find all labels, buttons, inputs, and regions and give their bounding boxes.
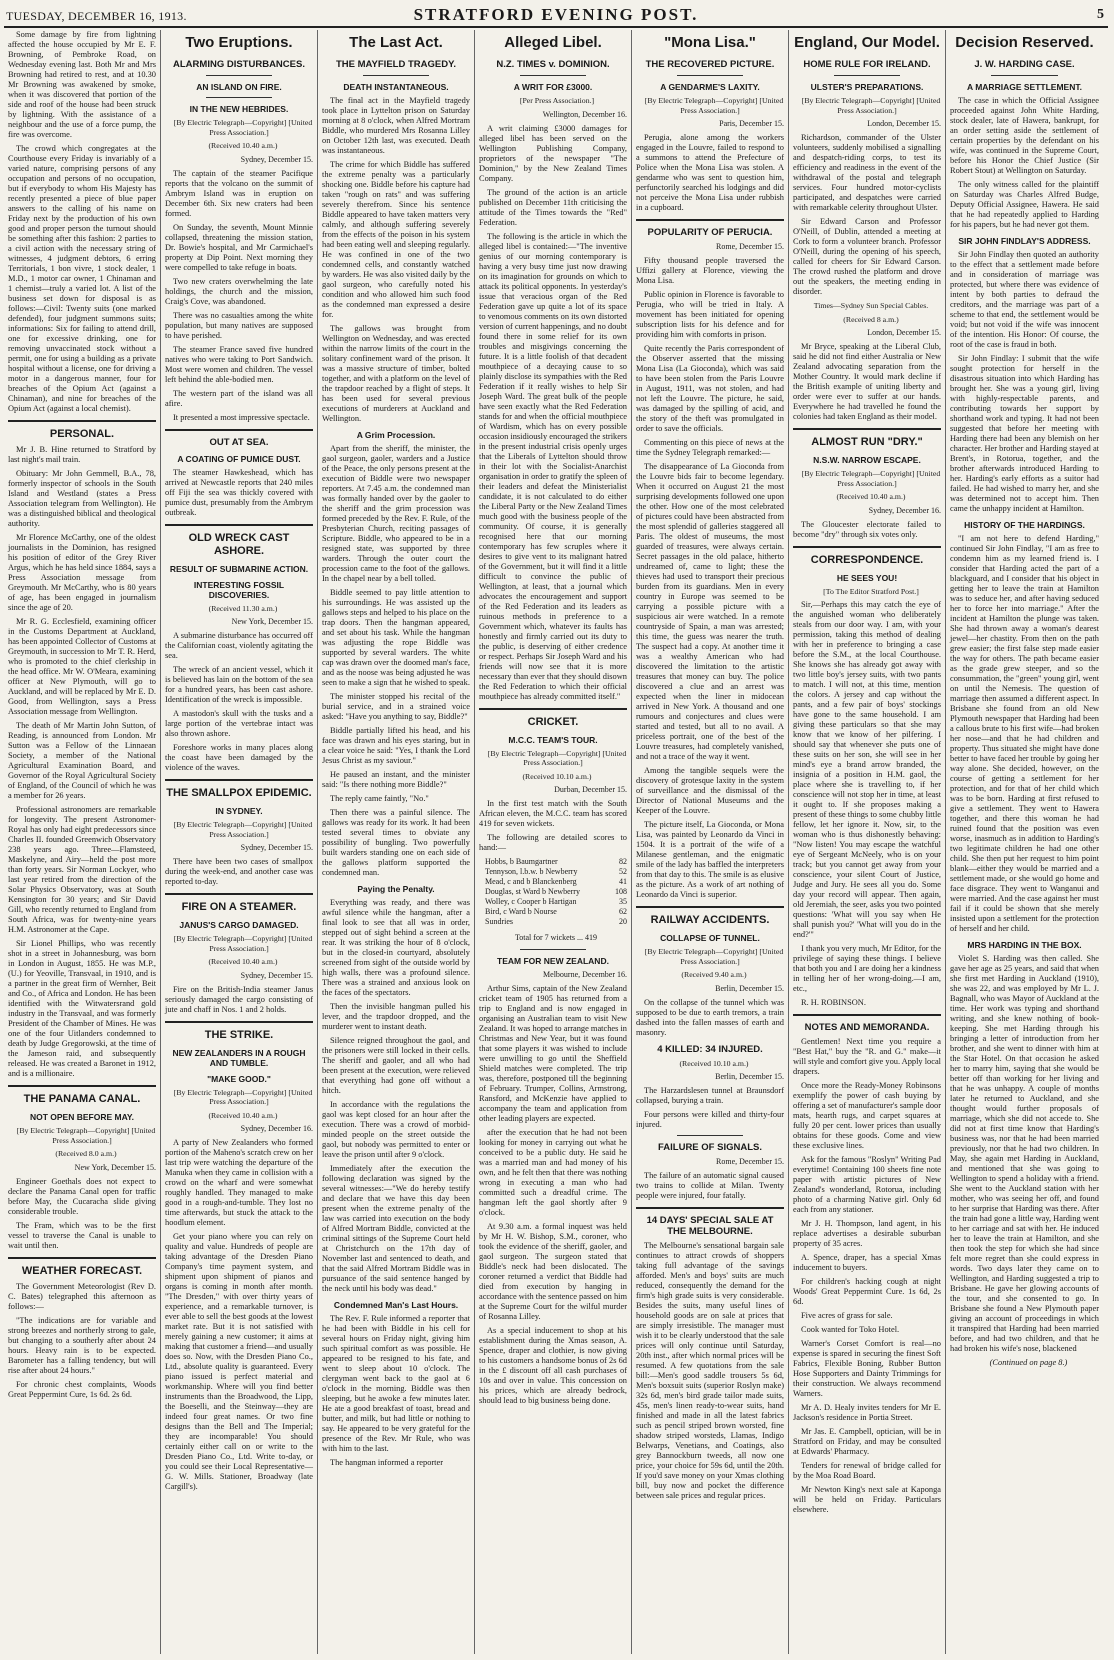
wreck-article xyxy=(165,631,313,773)
paragraph: Five acres of grass for sale. xyxy=(801,1311,893,1320)
correspondence-letter xyxy=(793,600,941,1008)
paragraph: The wreck of an ancient vessel, which it is believed has lain on the bottom of the sea for a hundred years, has been cast ashore. Identification of the wreck is impossible. xyxy=(165,665,313,704)
paragraph: Engineer Goethals does not expect to declare the Panama Canal open for traffic before May, the Cucaracha slide giving considerable trouble. xyxy=(8,1176,156,1216)
subheading: POPULARITY OF PERUCIA. xyxy=(647,227,773,238)
subheading: A MARRIAGE SETTLEMENT. xyxy=(967,82,1082,92)
mona-lisa-article xyxy=(636,133,784,213)
subheading: THE RECOVERED PICTURE. xyxy=(645,59,775,70)
wire-credit: [By Electric Telegraph—Copyright] [United Press Association.] xyxy=(173,118,313,137)
paragraph: Cook wanted for Toko Hotel. xyxy=(801,1325,900,1334)
subheading: INTERESTING FOSSIL DISCOVERIES. xyxy=(193,579,285,600)
received-time: (Received 11.30 a.m.) xyxy=(208,603,278,613)
divider xyxy=(8,420,156,422)
paragraph: He paused an instant, and the minister said: "Is there nothing more Biddle?" xyxy=(322,770,470,789)
subheading: CRICKET. xyxy=(527,715,579,728)
dateline: New York, December 15. xyxy=(231,617,313,626)
paragraph: Immediately after the execution the following declaration was signed by the several witnesses:—"We do hereby testify and declare that we have this day been present when the extreme penalty of the law was carried into execution on the body of Alfred Mortram Biddle, convicted at the criminal sittings of the Supreme Court held at Christchurch on the 17th day of November last and sentenced to death, and that the said Alfred Mortram Biddle was in pursuance of the said sentence hanged by the neck until his body was dead." xyxy=(322,1164,470,1293)
batsman-runs: 82 xyxy=(619,857,627,866)
divider xyxy=(165,893,313,895)
section-heading: MRS HARDING IN THE BOX. xyxy=(967,940,1082,950)
paragraph: Two new craters overwhelming the late holdings, the church and the mission, Craig's Cove, was abandoned. xyxy=(165,276,313,306)
paragraph: For children's hacking cough at night Woods' Great Peppermint Cure. 1s 6d, 2s 6d. xyxy=(793,1277,941,1306)
paragraph: Mr Bryce, speaking at the Liberal Club, said he did not find either Australia or New Zealand advocating separation from the Mother Country. It would mark decline if the British example of uniting liberty and order were ever to suffer at our hands. Everywhere he had travelled he found the colonies had taken England as their model. xyxy=(793,342,941,421)
subheading: THE MAYFIELD TRAGEDY. xyxy=(336,59,456,70)
dateline: New York, December 15. xyxy=(74,1162,156,1172)
dateline: Sydney, December 16. xyxy=(240,1124,313,1133)
paragraph: Sir John Findlay: I submit that the wife sought protection for herself in the disastrous situation into which Harding has brought her. She was a young girl, living with highly-respectable parents, and contributing towards her support by shorthand work and typing. It had not been suggested that before her meeting with Harding there had been any blemish on her character. Her brother and Harding stayed at Brent's, in Rotorua, together, and the brother afterwards introduced Harding to her. Harding's early efforts as a suitor had failed. He had wished to marry her, and she was determined not to accept him. Then came the unhappy incident at Hamilton. xyxy=(950,354,1099,513)
batsman-runs: 20 xyxy=(619,917,627,926)
subheading: HE SEES YOU! xyxy=(836,572,898,583)
subheading: ULSTER'S PREPARATIONS. xyxy=(810,82,924,92)
paragraph: Warner's Corset Comfort is real—no expense is spared in securing the finest Soft Fabrics, Flexible Boning, Rubber Button Hose Supporters and Dainty Trimmings for their construction. We always recommend Warners. xyxy=(793,1339,941,1398)
section-heading: Paying the Penalty. xyxy=(357,884,435,894)
wire-credit: [By Electric Telegraph—Copyright] [United Press Association.] xyxy=(173,1087,313,1106)
subheading: RESULT OF SUBMARINE ACTION. xyxy=(169,563,309,574)
paragraph: A party of New Zealanders who formed portion of the Maheno's scratch crew on her last trip were watching the departure of the Manuka when they came in collision with a crowd on the wharf and were somewhat roughly handled. They managed to make good in a rough-and-tumble. They lost no time afterwards, but stuck the attack to the hoodlum element. xyxy=(165,1138,313,1227)
paragraph: Tenders for renewal of bridge called for by the Moa Road Board. xyxy=(793,1461,941,1480)
divider xyxy=(636,219,784,221)
batsman-name: Wolley, c Cooper b Hartigan xyxy=(485,897,577,906)
dateline: Melbourne, December 16. xyxy=(543,970,627,979)
score-row xyxy=(485,897,627,907)
paragraph: The western part of the island was all afire. xyxy=(165,388,313,408)
subheading: A COATING OF PUMICE DUST. xyxy=(177,453,301,464)
paragraph: R. H. ROBINSON. xyxy=(801,998,866,1007)
divider xyxy=(479,708,627,710)
paragraph: The captain of the steamer Pacifique reports that the volcano on the summit of Ambrym Island was in eruption on December 6th. Six new craters had been formed. xyxy=(165,168,313,218)
home-rule-article xyxy=(793,133,941,297)
paragraph: Mr Jas. E. Campbell, optician, will be in Stratford on Friday, and may be consulted at Edwards' Pharmacy. xyxy=(793,1427,941,1456)
dateline: Sydney, December 15. xyxy=(240,843,313,852)
paragraph: Biddle seemed to pay little attention to his surroundings. He was assisted up the gallows steps and helped to his place on the trap doors. Then the hangman appeared, and set about his task. While the hangman was adjusting the rope Biddle was supported by several warders. The white cap was drawn over the doomed man's face, and as the noose was being adjusted he was seen to make a sign that he wished to speak. xyxy=(322,588,470,687)
wire-credit: Times—Sydney Sun Special Cables. xyxy=(813,301,929,310)
paragraph: Mr J. B. Hine returned to Stratford by last night's mail train. xyxy=(8,445,156,464)
subheading: IN THE NEW HEBRIDES. xyxy=(189,104,289,114)
paragraph: The case in which the Official Assignee proceeded against John White Harding, stock dealer, late of Hawera, bankrupt, for an order setting aside the settlement of certain properties by the defendant on his wife, was continued in the Supreme Court, before his Honor the Chief Justice (Sir Robert Stout) at Wellington on Saturday. xyxy=(950,96,1099,175)
score-row xyxy=(485,887,627,897)
subheading: "MAKE GOOD." xyxy=(207,1073,271,1084)
paragraph: Once more the Ready-Money Robinsons exemplify the power of cash buying by offering a set of manufacturer's sample door mats, hearth rugs, and carpet squares at fully 20 per cent. lower prices than usually obtains for these goods. Come and view these exclusive lines. xyxy=(793,1081,941,1150)
divider xyxy=(363,75,430,76)
paragraph: Biddle partially lifted his head, and his face was drawn and his eyes staring, but in a clear voice he said: "Yes, I thank the Lord Jesus Christ as my saviour." xyxy=(322,726,470,765)
batsman-name: Bird, c Ward b Nourse xyxy=(485,907,557,916)
paragraph: The Government Meteorologist (Rev D. C. Bates) telegraphed this afternoon as follows:— xyxy=(8,1281,156,1311)
dateline: Sydney, December 15. xyxy=(240,154,313,164)
subheading: FAILURE OF SIGNALS. xyxy=(658,1142,762,1153)
score-total: Total for 7 wickets ... 419 xyxy=(514,933,598,942)
paragraph: Arthur Sims, captain of the New Zealand cricket team of 1905 has returned from a trip to England and is now engaged in organising an Australian team to visit New Zealand. It was hoped to arrange matches in Christmas and New Year, but it was found that some players it was wished to include were unwilling to go until the Sheffield Shield matches were completed. The trip was, therefore, postponed till the beginning of February. Trumper, Collins, Armstrong, Ransford, and McKenzie have applied to accompany the team and application from other leading players are expected. xyxy=(479,984,627,1123)
paragraph: Fifty thousand people traversed the Uffizi gallery at Florence, viewing the Mona Lisa. xyxy=(636,256,784,285)
weather-heading: WEATHER FORECAST. xyxy=(21,1264,143,1277)
divider xyxy=(834,75,901,76)
article-headline: The Last Act. xyxy=(349,34,443,51)
subheading: NEW ZEALANDERS IN A ROUGH AND TUMBLE. xyxy=(172,1047,306,1068)
popularity-article xyxy=(636,256,784,900)
score-row xyxy=(485,857,627,867)
dateline: Wellington, December 16. xyxy=(542,109,627,119)
bryce-article xyxy=(793,342,941,422)
divider xyxy=(165,429,313,431)
paragraph: The minister stopped his recital of the burial service, and in a strained voice asked: "Have you anything to say, Biddle?" xyxy=(322,692,470,721)
subheading: IN SYDNEY. xyxy=(215,806,263,816)
article-headline: Two Eruptions. xyxy=(185,34,293,51)
section-heading: Condemned Man's Last Hours. xyxy=(333,1300,459,1310)
weather-article xyxy=(8,1282,156,1400)
paragraph: The death of Mr Martin John Sutton, of Reading, is announced from London. Mr Sutton was a Fellow of the Linnaean Society, a member of the National Agricultural Examination Board, and Governor of the Royal Agricultural Society of England, of the Council of which he was a member for 26 years. xyxy=(8,721,156,800)
subheading: THE SMALLPOX EPIDEMIC. xyxy=(166,787,312,799)
score-row xyxy=(485,867,627,877)
paragraph: Mr Newton King's next sale at Kaponga will be held on Friday. Particulars elsewhere. xyxy=(793,1485,941,1514)
subheading: A WRIT FOR £3000. xyxy=(513,82,593,92)
paragraph: The following are detailed scores to hand:— xyxy=(479,833,627,852)
page-number: 5 xyxy=(1097,7,1104,22)
wire-credit: [By Electric Telegraph—Copyright] [United Press Association.] xyxy=(801,96,941,115)
subheading: A GENDARME'S LAXITY. xyxy=(660,82,760,92)
wire-credit: [By Electric Telegraph—Copyright] [United Press Association.] xyxy=(801,469,941,488)
paragraph: The Rev. F. Rule informed a reporter that he had been with Biddle in his cell for several hours on Friday night, giving him such spiritual comfort as was possible. He appeared to be resigned to his fate, and went to sleep about 10 o'clock. The clergyman went back to the gaol at 6 o'clock in the morning. Biddle was then sleeping, but he awoke a few minutes later. He ate a good breakfast of toast, bread and butter, and milk, but had little or nothing to say. He appeared to be very grateful for the presence of the Rev. Mr Rule, who was with him to the last. xyxy=(322,1314,470,1453)
article-headline: "Mona Lisa." xyxy=(664,34,756,51)
paragraph: Sir Edward Carson and Professor O'Neill, of Dublin, attended a meeting at Cork to form a volunteer branch. Professor O'Neill, during the opening of his speech, called for cheers for Sir Edward Carson. The crowd rushed the platform and drove out the speakers, the meeting ending in disorder. xyxy=(793,217,941,296)
dateline: London, December 15. xyxy=(867,328,941,337)
dateline: London, December 15. xyxy=(867,119,941,128)
signal-article xyxy=(636,1171,784,1201)
divider xyxy=(636,906,784,908)
paragraph: The picture itself, La Gioconda, or Mona Lisa, was painted by Leonardo da Vinci in 1504. It is a portrait of the wife of a Milanese gentleman, and the enigmatic smile of the lady has baffled the interpreters from that day to this. The smile is as elusive as the picture. As a work of art nothing of Leonardo da Vinci is superior. xyxy=(636,820,784,899)
received-time: (Received 10.40 a.m.) xyxy=(208,957,278,966)
paragraph: Sir,—Perhaps this may catch the eye of the anguished woman who deliberately steals from our door way. I am, with your permission, taking this method of dealing with her in preference to bringing a case before the S.M., at the local Courthouse. She knows she has already got away with two little boy's jersey suits, with two pants to match. I will not, at this time, mention the colors. A jersey and cap without the pants, and a few pair of boys' stockings have gone to the same household. I am giving these particulars so that she may know that we know of her pilfering. I should say that whenever she puts one of these suits on her son, she will see in her mind's eye a brand arrow branded, the insignia of a position in H.M. gaol, the place where she is travelling to, if her conscience will not stop her in time, at least it ought to. If she proposes making a present of these things to some chubby little fellow, let her ignore it. Now, sir, to the woman who is thus dishonestly behaving: "Now listen! You may escape the watchful eye of Sergeant McNeely, who is on your track; but you cannot get away from your conscience, your silent Court of Justice, Judge and Jury. He sees all you do. Some day your record will appear. Then again, old Jeremiah, the seer, asks you two pointed questions: 'What will you say when He shall punish you?' 'What will you do in the end?'" xyxy=(793,600,941,939)
column-3 xyxy=(318,30,475,1654)
paragraph: Gentlemen! Next time you require a "Best Hat," buy the "R. and G." make—it will style and comfort give you. Apply local drapers. xyxy=(793,1037,941,1076)
procession-article xyxy=(322,444,470,878)
hardings-history xyxy=(950,534,1099,934)
paragraph: Get your piano where you can rely on quality and value. Hundreds of people are taking advantage of the Dresden Piano Company's time payment system, and shipment upon shipment of pianos and organs is coming in month after month. "The Dresden," with over thirty years of experience, and a remarkable turnover, is ever able to sell the best goods at the lowest market rate. But it is not satisfied with merely gaining a new customer; it aims at making that customer a friend—and usually does so. Now, with the Dresden Piano Co., Ltd., absolute quality is guaranteed. Every piano issued is perfect material and workmanship. Where will you find better instruments than the Broadwood, the Lipp, the Boeselli, and the Steinway—they are indeed four great names. Or two fine designs than the Bell and The Imperial; they are incomparable! You should certainly either call on or write to the Dresden Piano Co., Ltd. Write to-day, or you could see their Local Representative—G. W. Mills. Stationer, Broadway (late Cargill's). xyxy=(165,1232,313,1491)
penalty-article xyxy=(322,898,470,1294)
column-2 xyxy=(161,30,318,1654)
railway-article xyxy=(636,998,784,1038)
paragraph: Ask for the famous "Roslyn" Writing Pad everytime! Containing 100 sheets fine note paper with artistic pictures of New Zealand's wonderland, Rotorua, including photo of a charming Native girl. Only 6d each from any stationer. xyxy=(793,1155,941,1214)
dateline: Rome, December 15. xyxy=(716,242,784,251)
paragraph: Mr R. G. Ecclesfield, examining officer in the Customs Department at Auckland, has been appointed Collector of Customs at Greymouth, in succession to Mr T. R. Herd, who is promoted to the chief clerkship in the head office. Mr W. O'Meara, examining officer at New Plymouth, will go to Auckland, and will be replaced by Mr E. D. Good, from Wellington, says a Press Association message from Wellington. xyxy=(8,617,156,716)
paragraph: A writ claiming £3000 damages for alleged libel has been served on the Wellington Publishing Company, proprietors of the newspaper "The Dominion," by the New Zealand Times Company. xyxy=(479,123,627,183)
subheading: THE STRIKE. xyxy=(204,1028,274,1041)
received-time: (Received 10.10 a.m.) xyxy=(522,771,592,781)
page-columns xyxy=(4,30,1110,1654)
article-headline: England, Our Model. xyxy=(794,34,940,51)
subheading: HOME RULE FOR IRELAND. xyxy=(803,59,931,70)
paragraph: The ground of the action is an article published on December 11th criticising the attitude of the Times towards the "Red" Federation. xyxy=(479,187,627,227)
batsman-runs: 62 xyxy=(619,907,627,916)
libel-article xyxy=(479,124,627,702)
divider xyxy=(991,75,1058,76)
canal-subheading: NOT OPEN BEFORE MAY. xyxy=(29,1112,135,1122)
batsman-name: Sundries xyxy=(485,917,513,926)
batsman-name: Douglas, st Ward b Newberry xyxy=(485,887,580,896)
subheading: TEAM FOR NEW ZEALAND. xyxy=(497,956,609,966)
dry-article xyxy=(793,520,941,540)
paragraph: "I am not here to defend Harding," continued Sir John Findlay, "I am as free to condemn him as my learned friend is. I consider that Harding acted the part of a blackguard, and I consider that his object in getting her to leave the train at Hamilton was to seduce her, and after having seduced her to force her into marriage." After the incident at Hamilton the plunge was taken. She had thrown away a woman's dearest jewel—her chastity. From then on the path grew easier; the first false step made easier the way for others. The path became easier as the grade grew steeper, and so the consummation, the "green" young girl, went on until the Nemesis. The question of marriage then assumed a different aspect. In Brisbane she found from an old New Plymouth newspaper that Harding had been a callous brute to his first wife—had broken her nose—and that he had children and property. Thus situated she might have done better to have faced her trouble by going her way alone. She decided, however, on the course of getting a settlement for her protection, and for that of her child which was to be born. Harding at first refused to give a settlement. They went to Hawera together, and there this woman he had ruined found that the position was even worse, inasmuch as in addition to Harding's two legitimate children he had one other child. She then put her request to him point blank—either they would be married and a settlement made, or she would go home and face disgrace. They went to Wanganui and were married. And the case against her must fail if it could be shown that she merely insisted upon a settlement for the protection of herself and her child. xyxy=(950,534,1099,933)
paragraph: On the collapse of the tunnel which was supposed to be due to earth tremors, a train dashed into the fallen masses of earth and masonry. xyxy=(636,997,784,1037)
editor-address: [To The Editor Stratford Post.] xyxy=(823,586,919,596)
wire-credit: [By Electric Telegraph—Copyright] [United Press Association.] xyxy=(173,820,313,839)
paragraph: The following is the article in which the alleged libel is contained:—"The inventive genius of our morning contemporary is having a very busy time just now drawing on its imagination for grounds on which to attack its political opponents. In yesterday's issue that veracious organ of the Red Federation gave up quite a lot of its space to venomous comments on its own distorted version of current happenings, and no doubt found there in some relief for its own troubles and misgivings concerning the future. It is a little foolish of that decadent mouthpiece of a decaying cause to so plainly disclose its sympathies with the Red Federation if it really wishes to help Sir Joseph Ward. The great bulk of the people have seen exactly what the Red Federation stands for and when the official mouthpiece of Wardism, which has on every possible occasion insidiously encouraged the strikers in the present industrial crisis openly urges that the Liberals of Lyttelton should throw in their lot with the Socialist-Anarchist organisation in order to gratify the spleen of their leaders and defeat the Ministerialist candidate, it is not calculated to do either the Liberal Party or the New Zealand Times much good with the business people of the community. Of course, it is generally recognised here that our morning contemporary has few scruples where it desires to give vent to its malignant hatred of the Government, but it will find it a little difficult to convince the public of Wellington, at least, that a journal which advocates the encouragement and support of the Red Federation and its leaders as ruinous methods in preference to a Government which, whatever its faults has honestly and firmly carried out its duty to the public, is deserving of either credence or respect. Perhaps Sir Joseph Ward and his friends will now see that it is more necessary than ever that they should disown the Red Federation to which their official mouthpiece has already committed itself." xyxy=(479,231,627,701)
tragedy-article xyxy=(322,96,470,424)
subheading: JANUS'S CARGO DAMAGED. xyxy=(179,920,299,930)
paragraph: after the execution that he had not been looking for money in carrying out what he conceived to be a public duty. He said he was a married man and had money of his own, and he felt then that there was nothing wrong in executing a man who had committed such a dreadful crime. The hangman left the gaol shortly after 9 o'clock. xyxy=(479,1128,627,1217)
paragraph: The disappearance of La Gioconda from the Louvre bids fair to become legendary. When it occurred on August 21 the most surprising developments followed one upon the other. How one of the most celebrated of pictures could have been abstracted from the most splendid of galleries staggered all Paris. The oldest of museums, the most guarded of treasures, were always certain. Secret passages in the old palace, hitherto undreamed of, came to light; these the thieves had used to transport their precious burden from its guardians. Men in every country in Europe was seemed to be carrying a possible picture with a suspicious air were watched. In a remote countryside of Spain, a man was arrested; this time, the guess was nearer the truth. The suspect had a copy. At another time it was a wealthy American who had discovered the limitation to the artistic treasures that money can buy. The police discovered a clue and an arrest was expected when the liner in midocean arrived in New York. A thousand and one rumours and conjectures and clues were started and tested, but all to no avail. A priceless portrait, one of the best of the Louvre treasures, had completely vanished, and not a trace of the way it went. xyxy=(636,462,784,761)
findlay-address xyxy=(950,250,1099,514)
divider xyxy=(8,1085,156,1087)
paragraph: There have been two cases of smallpox during the week-end, and another case was reported to-day. xyxy=(165,857,313,886)
paragraph: Foreshore works in many places along the coast have been damaged by the violence of the waves. xyxy=(165,743,313,772)
divider xyxy=(793,1014,941,1016)
column-1 xyxy=(4,30,161,1654)
paragraph: Fire on the British-India steamer Janus seriously damaged the cargo consisting of jute and chaff in Nos. 1 and 2 holds. xyxy=(165,984,313,1014)
column-6 xyxy=(789,30,946,1654)
paragraph: A. Spence, draper, has a special Xmas inducement to buyers. xyxy=(793,1253,941,1272)
sea-article xyxy=(165,468,313,518)
paragraph: At 9.30 a.m. a formal inquest was held by Mr H. W. Bishop, S.M., coroner, who took the evidence of the sheriff, gaoler, and gaol surgeon. The surgeon stated that Biddle's neck had been dislocated. The coroner returned a verdict that Biddle had died from execution by hanging in accordance with the sentence passed on him at the Supreme Court for the wilful murder of Rosanna Lilley. xyxy=(479,1222,627,1321)
mrs-harding-evidence xyxy=(950,954,1099,1354)
article-headline: Alleged Libel. xyxy=(504,34,602,51)
paragraph: Silence reigned throughout the gaol, and the prisoners were still locked in their cells. The sheriff and gaoler, and all who had been present at the execution, were relieved that everything had gone off without a hitch. xyxy=(322,1036,470,1095)
paragraph: Among the tangible sequels were the discovery of grotesque laxity in the system of surveillance and the dismissal of the Director of National Museums and the Keeper of the Louvre. xyxy=(636,766,784,815)
paragraph: Commenting on this piece of news at the time the Sydney Telegraph remarked:— xyxy=(636,438,784,457)
paragraph: In accordance with the regulations the gaol was kept closed for an hour after the execution. There was a crowd of morbid-minded people on the street outside the gaol, but nobody was permitted to enter or leave the prison until after 9 o'clock. xyxy=(322,1100,470,1159)
harding-case-article xyxy=(950,96,1099,230)
subheading: N.S.W. NARROW ESCAPE. xyxy=(813,455,921,465)
dateline: Rome, December 15. xyxy=(716,1157,784,1166)
divider xyxy=(520,75,587,76)
dateline: Paris, December 15. xyxy=(719,119,784,128)
received-time: (Received 10.40 a.m.) xyxy=(208,141,278,150)
dateline: Durban, December 15. xyxy=(554,785,627,794)
canal-heading: THE PANAMA CANAL. xyxy=(23,1093,141,1105)
divider xyxy=(520,949,587,950)
personal-heading: PERSONAL. xyxy=(49,428,115,440)
divider xyxy=(677,75,744,76)
subheading: OUT AT SEA. xyxy=(209,436,269,448)
paragraph: As a special inducement to shop at his establishment during the Xmas season, A. Spence, draper and clothier, is now giving to his customers a handsome bonus of 2s 6d in the £ discount off all cash purchases of 10s and over in value. This concession on his prices, which are already bedrock, should lead to big business being done. xyxy=(479,1326,627,1405)
tunnel-article xyxy=(636,1086,784,1130)
dateline: Berlin, December 15. xyxy=(715,1072,784,1081)
paragraph: In the first test match with the South African eleven, the M.C.C. team has scored 419 for seven wickets. xyxy=(479,799,627,828)
paragraph: The gallows was brought from Wellington on Wednesday, and was erected within the narrow limits of the court in the solitary confinement ward of the prison. It was a massive structure of timber, bolted together, and with a platform on the level of the trapdoor reached by a flight of steps. It has been used for several previous executions of murderers at Auckland and Wellington. xyxy=(322,324,470,423)
wire-credit: [By Electric Telegraph—Copyright] [United Press Association.] xyxy=(173,934,313,953)
batsman-name: Hobbs, b Baumgartner xyxy=(485,857,558,866)
paragraph: Some damage by fire from lightning affected the house occupied by Mr E. F. Browning, of Pembroke Road, on Wednesday evening last. Both Mr and Mrs Browning had retired to rest, and at 10.30 Mr Browning was awakened by smoke, when it was discovered that portion of the side and roof of the house had been struck by lightning. With the assistance of a neighbour and the use of a force pump, the fire was overcome. xyxy=(8,30,156,139)
score-row xyxy=(485,907,627,917)
divider xyxy=(636,1207,784,1209)
section-heading: SIR JOHN FINDLAY'S ADDRESS. xyxy=(958,236,1091,246)
personal-notes xyxy=(8,445,156,1079)
divider xyxy=(677,1135,744,1136)
divider xyxy=(165,1021,313,1023)
paragraph: The Harzardslesen tunnel at Braunsdorf collapsed, burying a train. xyxy=(636,1086,784,1105)
dateline: Sydney, December 16. xyxy=(868,505,941,515)
fire-article xyxy=(8,30,156,414)
paragraph: Obituary: Mr John Gemmell, B.A., 78, formerly inspector of schools in the South Island and Westland (states a Press Association telegram from Wellington). He was a distinguished biblical and theological authority. xyxy=(8,469,156,528)
paragraph: A mastodon's skull with the tusks and a large portion of the vertebrae intact was also thrown ashore. xyxy=(165,709,313,738)
paragraph: There was no casualties among the white population, but many natives are supposed to have perished. xyxy=(165,310,313,340)
paragraph: Public opinion in Florence is favorable to Perugia, who will be tried in Italy. A movement has been initiated for opening subscription lists for his defence and for providing him with comforts in prison. xyxy=(636,290,784,339)
score-table xyxy=(485,857,627,927)
steamer-fire-article xyxy=(165,985,313,1015)
cricket-article xyxy=(479,799,627,853)
subheading: DEATH INSTANTANEOUS. xyxy=(343,82,449,92)
wire-credit: [By Electric Telegraph—Copyright] [United Press Association.] xyxy=(487,748,627,767)
column-4 xyxy=(475,30,632,1654)
divider xyxy=(793,546,941,548)
paragraph: Mr A. D. Healy invites tenders for Mr E. Jackson's residence in Portia Street. xyxy=(793,1403,941,1422)
subheading: CORRESPONDENCE. xyxy=(810,553,924,566)
smallpox-article xyxy=(165,857,313,887)
paragraph: A submarine disturbance has occurred off the Californian coast, violently agitating the sea. xyxy=(165,631,313,660)
received-time: (Received 10.10 a.m.) xyxy=(679,1058,749,1068)
continued-note: (Continued on page 8.) xyxy=(989,1358,1068,1367)
paragraph: The steamer Hawkeshead, which has arrived at Newcastle reports that 240 miles off Fiji the sea was thickly covered with pumice dust, presumably from the Ambrym outbreak. xyxy=(165,467,313,517)
subheading: ALMOST RUN "DRY." xyxy=(811,436,923,448)
wire-credit: [By Electric Telegraph—Copyright] [United Press Association.] xyxy=(644,96,784,115)
team-article xyxy=(479,984,627,1406)
received-time: (Received 10.40 a.m.) xyxy=(208,1110,278,1120)
subheading: AN ISLAND ON FIRE. xyxy=(196,82,282,92)
eruption-article xyxy=(165,169,313,423)
paragraph: Apart from the sheriff, the minister, the gaol surgeon, gaoler, warders and a Justice of the Peace, the only persons present at the execution of Biddle were two newspaper reporters. At 7.45 a.m. the condemned man was formally handed over by the gaoler to the sheriff and the grim procession was formed preceded by the Rev. F. Rule, of the Presbyterian Church, reciting passages of Scripture. Biddle, who appeared to be in a resigned state, was supported by three warders. Through the outer court the procession came to the foot of the gallows. In the chapel near by a bell tolled. xyxy=(322,444,470,583)
paragraph: The hangman informed a reporter xyxy=(330,1458,444,1467)
dateline: Berlin, December 15. xyxy=(715,983,784,993)
paragraph: The Melbourne's sensational bargain sale continues to attract crowds of shoppers taking full advantage of the savings afforded. Men's and boys' suits are much reduced, consequently the demand for the firm's high grade suits is very considerable. Besides the suits, many useful lines of household goods are on sale at prices that are simply irresistible. The manager must wish it to be clearly understood that the sale prices will only continue until Saturday, 20th inst., after which normal prices will be resumed. A few quotations from the sale bill:—Men's good saddle trousers 5s 6d, Men's boxsuit suits (superior Roslyn make) 32s 6d, men's bird grade tailor made suits, 45s, men's linen ready-to-wear suits, hand finished and made in all the latest fabrics such as pencil striped brown worsted, fine shadow striped worsteds, Llamas, Indigo Belwarps, Venetians, and Coatings, also grey Bannockburn tweeds, all now one price, your choice for 59s 6d, until the 20th. If you'd save money on your Xmas clothing bill, buy now and pocket the difference between sale prices and regular prices. xyxy=(636,1241,784,1500)
paragraph: The failure of an automatic signal caused two trains to collide at Milan. Twenty people were injured, four fatally. xyxy=(636,1171,784,1200)
sale-advertisement xyxy=(636,1241,784,1501)
section-heading: HISTORY OF THE HARDINGS. xyxy=(964,520,1085,530)
subheading: NOTES AND MEMORANDA. xyxy=(804,1022,930,1033)
paragraph: On Sunday, the seventh, Mount Minnie collapsed, threatening the mission station, Dr. Bowie's hospital, and Mr Carmichael's property at Dip Point. Next morning they were compelled to take refuge in boats. xyxy=(165,222,313,272)
paragraph: The Fram, which was to be the first vessel to traverse the Canal is unable to wait until then. xyxy=(8,1220,156,1250)
paragraph: Mr Florence McCarthy, one of the oldest journalists in the Dominion, has resigned his position of editor of the Grey River Argus, which he has held since 1884, says a Press Association message from Greymouth. Mr McCarthy, who is 80 years of age, has been engaged in journalism since the age of 20. xyxy=(8,533,156,612)
wire-credit: [By Electric Telegraph—Copyright] [United Press Association.] xyxy=(644,947,784,966)
strike-article xyxy=(165,1138,313,1492)
subheading: OLD WRECK CAST ASHORE. xyxy=(188,531,290,557)
batsman-runs: 35 xyxy=(619,897,627,906)
batsman-runs: 108 xyxy=(615,887,627,896)
subheading: ALARMING DISTURBANCES. xyxy=(173,59,305,70)
divider xyxy=(165,524,313,526)
paragraph: Perugia, alone among the workers engaged in the Louvre, failed to respond to a summons to attend the Prefecture of Police when the Mona Lisa was stolen. A gendarme who was sent to question him, perfunctorily searched his lodgings and did not perceive the Mona Lisa under rubbish in a cupboard. xyxy=(636,133,784,212)
batsman-name: Mead, c and b Blanckenberg xyxy=(485,877,577,886)
column-7 xyxy=(946,30,1103,1654)
subheading: COLLAPSE OF TUNNEL. xyxy=(660,933,760,943)
notes-memoranda xyxy=(793,1037,941,1515)
masthead xyxy=(4,4,1108,28)
column-5 xyxy=(632,30,789,1654)
score-row xyxy=(485,917,627,927)
paragraph: For chronic chest complaints, Woods Great Peppermint Cure, 1s 6d. 2s 6d. xyxy=(8,1379,156,1399)
paragraph: Sir Lionel Phillips, who was recently shot in a street in Johannesburg, was born in London in August, 1855. He was M.P., (U.) for Yeoville, Transvaal, in 1910, and is a partner in the great firm of Wernher, Beit and Co., of Africa and London. He has been identified with the Witwatersrand gold industry in the Transvaal, and was formerly President of the Chamber of Mines. He was one of the four Uitlanders condemned to death by Judge Gregorowski, at the time of the Jameson raid, and subsequently released. He was created a Baronet in 1912, and is a millionaire. xyxy=(8,939,156,1078)
subheading: M.C.C. TEAM'S TOUR. xyxy=(508,734,598,745)
batsman-runs: 41 xyxy=(619,877,627,886)
paragraph: The crime for which Biddle has suffered the extreme penalty was a particularly shocking one. Biddle before his capture had taken "rough on rats" and was suffering severely therefrom. Since his sentence Biddle appeared to have taken matters very calmly, and although suffering severely from the effects of the poison in his system had been eating well and sleeping regularly. He was confined in one of the two condemned cells, and constantly watched by warders. He was also visited daily by the gaol surgeon, who carefully noted his condition and who allowed him such food as the condemned man expressed a desire for. xyxy=(322,160,470,319)
dateline: Sydney, December 15. xyxy=(240,970,313,980)
paragraph: The reply came faintly, "No." xyxy=(330,794,429,803)
canal-article xyxy=(8,1177,156,1251)
subheading: 14 DAYS' SPECIAL SALE AT THE MELBOURNE. xyxy=(646,1215,774,1237)
issue-date: TUESDAY, DECEMBER 16, 1913. xyxy=(6,9,187,23)
paragraph: Everything was ready, and there was awful silence while the hangman, after a final look to see that all was in order, stepped out of sight behind a screen at the rear. It was striking the hour of 8 o'clock, but in the closed-in courtyard, absolutely screened from sight of the outside world by high walls, there was a profound silence. There was a strained and anxious look on the faces of the spectators. xyxy=(322,898,470,997)
newspaper-title: STRATFORD EVENING POST. xyxy=(413,5,699,24)
received-time: (Received 8.0 a.m.) xyxy=(55,1149,117,1158)
batsman-name: Tennyson, l.b.w. b Newberry xyxy=(485,867,578,876)
received-time: (Received 10.40 a.m.) xyxy=(836,492,906,501)
subheading: FIRE ON A STEAMER. xyxy=(181,901,297,913)
paragraph: Violet S. Harding was then called. She gave her age as 25 years, and said that when she first met Harding in Auckland (1910), she was 22, and was employed by Mr L. J. Bagnall, who was Mayor of Auckland at the time. Her work was typing and shorthand writing, and she knew nothing of book-keeping. She met Harding through his bringing a letter of introduction from her brother, and she went to dinner with him at the Star Hotel. On that occasion he asked her to marry him, saying that she would be better off than working for her living and that he was unhappy. A couple of months later he returned to Auckland, and she thought would further proposals of marriage, which she did not accede to. She did not at first time know that Harding's business was, nor that he had been married previously, nor that he had two children. In May, she again met Harding in Auckland, and mentioned that she was going to Wellington to spend a holiday with a friend. She went to the Auckland station with her mother, who was seeing her off, and found to her surprise that Harding was there. After the train had gone a little way, Harding went to her carriage and sat with her. He induced her to leave the train at Hamilton, and she then took the step for which she had since felt more regret than she could express in words. Two days later they came on to Wellington, and Harding suggested a trip to Brisbane. He gave her glowing accounts of the tour, and she consented to go. In Brisbane she found a New Plymouth paper giving an account of proceedings in which it transpired that Harding had been married before, and had two children, and that he had broken his wife's nose, blackened xyxy=(950,954,1099,1353)
subheading: N.Z. TIMES v. DOMINION. xyxy=(496,59,610,70)
received-time: (Received 8 a.m.) xyxy=(843,314,899,324)
paragraph: The crowd which congregates at the Courthouse every Friday is invariably of a varied nature, comprising persons of any occupation and persons of no occupation, but if everybody to whom His Majesty has recently presented a piece of blue paper answers to the calling of his name on Friday next by the production of his own good and proper person the turnout should be something after this fashion: 2 parties to a civil action with the necessary string of witnesses, 4 judgment debtors, 6 erring Territorials, 1 bon vivre, 1 stock dealer, 1 M.D., 1 motor car owner, 1 Chinaman and 1 chemist—truly a varied lot. A list of the business set down for disposal is as follows:—Civil: Twenty suits (one marked defended), four judgment summons suits; informations: Six for failing to attend drill, one for excessive drinking, one for removing unvaccinated stock without a permit, one for using a building as a private hospital without a license, one for driving a motor in a dangerous manner, four for breaches of the Opium Act (against a Chinaman), and nine for breaches of the Opium Act (against a local chemist). xyxy=(8,144,156,413)
section-heading: A Grim Procession. xyxy=(356,430,436,440)
paragraph: The only witness called for the plaintiff on Saturday was Charles Alfred Budge, Deputy Official Assignee, Hawera. He said that he had repeatedly applied to Harding for his papers, but he had never got them. xyxy=(950,180,1099,229)
wire-credit: [By Electric Telegraph—Copyright] [United Press Association.] xyxy=(16,1126,156,1145)
paragraph: It presented a most impressive spectacle. xyxy=(173,412,310,422)
paragraph: Quite recently the Paris correspondent of the Observer asserted that the missing Mona Lisa (La Gioconda), which was said to have been stolen from the Paris Louvre in August, 1911, was not stolen, and had not left the Louvre. The picture, he said, was damaged by the spilling of acid, and the story of the theft was promulgated in order to save the officials. xyxy=(636,344,784,433)
paragraph: "The indications are for variable and strong breezes and northerly strong to gale, but changing to a southerly after about 24 hours. Heavy rain is to be expected. Barometer has a falling tendency, but will rise after about 24 hours." xyxy=(8,1315,156,1375)
paragraph: Sir John Findlay then quoted an authority to the effect that a settlement made before and in consideration of marriage was protected, but where there was evidence of intent by both parties to defraud the creditors, and the marriage was part of a scheme to that end, the settlement would be void; but not void if the wife was innocent of the intention. His Honor: Of course, the root of the case is fraud in both. xyxy=(950,250,1099,349)
batsman-runs: 52 xyxy=(619,867,627,876)
divider xyxy=(206,75,273,76)
subheading: J. W. HARDING CASE. xyxy=(974,59,1075,70)
paragraph: Richardson, commander of the Ulster volunteers, suddenly mobilised a signalling and despatch-riding corps, to test its efficiency and readiness in the event of the withdrawal of the postal and telegraph services. Four hundred motor-cyclists participated, and despatches were carried with remarkable celerity throughout Ulster. xyxy=(793,133,941,212)
paragraph: The steamer France saved five hundred natives who were taking to Port Sandwich. Most were women and children. The vessel left behind the able-bodied men. xyxy=(165,344,313,384)
paragraph: Then there was a painful silence. The gallows was ready for its work. It had been tested several times to obviate any possibility of bungling. Two powerfully built warders standing one on each side of the gallows platform supported the condemned man. xyxy=(322,808,470,877)
paragraph: Four persons were killed and thirty-four injured. xyxy=(636,1110,784,1129)
wire-credit: [Per Press Association.] xyxy=(519,96,595,105)
subheading: RAILWAY ACCIDENTS. xyxy=(650,914,770,926)
score-row xyxy=(485,877,627,887)
paragraph: Professional astronomers are remarkable for longevity. The present Astronomer-Royal has only had eight predecessors since Charles II. founded Greenwich Observatory 238 years ago. Three—Flamsteed, Maskelyne, and Airy—held the post more than forty years. Sir Norman Lockyer, who last year retired from the direction of the Solar Physics Observatory, was at South Kensington for 30 years; and Sir David Gill, who recently returned to England from South Africa, was for twenty-nine years H.M. Astronomer at the Cape. xyxy=(8,805,156,934)
paragraph: Mr J. H. Thompson, land agent, in his replace advertises a desirable suburban property of 35 acres. xyxy=(793,1219,941,1248)
divider xyxy=(8,1257,156,1259)
paragraph: I thank you very much, Mr Editor, for the privilege of saying these things. I believe that both you and I are doing her a kindness in telling her of her wrong-doing.—I am, etc., xyxy=(793,944,941,993)
divider xyxy=(793,428,941,430)
article-headline: Decision Reserved. xyxy=(955,34,1094,51)
subheading: 4 KILLED: 34 INJURED. xyxy=(657,1043,763,1055)
divider xyxy=(165,779,313,781)
last-hours-article xyxy=(322,1314,470,1468)
received-time: (Received 9.40 a.m.) xyxy=(681,970,747,979)
paragraph: The Gloucester electorate failed to become "dry" through six votes only. xyxy=(793,519,941,539)
paragraph: The final act in the Mayfield tragedy took place in Lyttelton prison on Saturday morning at 8 o'clock, when Alfred Mortram Biddle, who murdered Mrs Rosanna Lilley on October 12th last, was executed. Death was instantaneous. xyxy=(322,96,470,155)
paragraph: Then the invisible hangman pulled his lever, and the trapdoor dropped, and the murderer went to instant death. xyxy=(322,1002,470,1031)
divider xyxy=(206,97,273,98)
